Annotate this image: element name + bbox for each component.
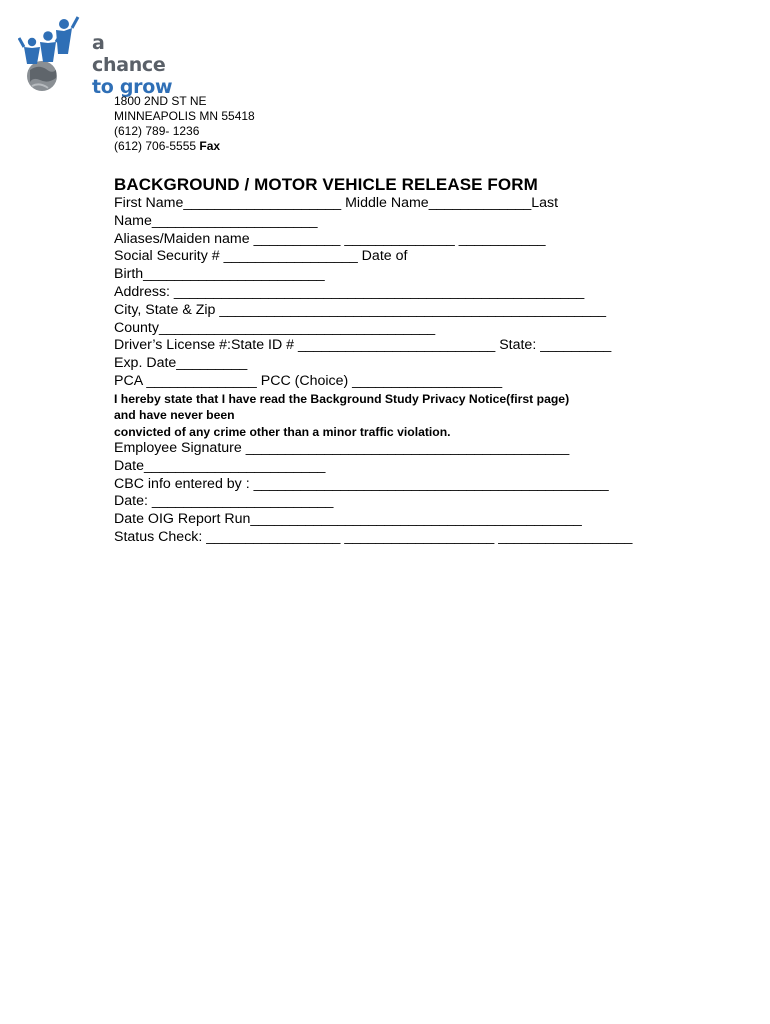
address-block: [114, 94, 255, 154]
name-fields-line[interactable]: First Name____________________ Middle Name_____________Last: [114, 195, 559, 211]
statement-line-3: convicted of any crime other than a minor traffic violation.: [114, 424, 451, 439]
logo: [18, 14, 178, 98]
signature-date-line[interactable]: Date_______________________: [114, 457, 326, 474]
employee-signature-line[interactable]: Employee Signature _________________________________________: [114, 439, 570, 456]
address-street: 1800 2ND ST NE: [114, 94, 207, 108]
logo-text: [92, 32, 178, 98]
status-check-line[interactable]: Status Check: _________________ ___________________ _________________: [114, 528, 633, 545]
last-name-line[interactable]: Name_____________________: [114, 212, 318, 229]
address-fax: [114, 139, 255, 154]
statement-line-2: and have never been: [114, 408, 235, 423]
address-line[interactable]: Address: ____________________________________________________: [114, 283, 585, 300]
pca-pcc-line[interactable]: PCA ______________ PCC (Choice) ___________________: [114, 372, 503, 389]
statement-line-1: I hereby state that I have read the Background Study Privacy Notice(first page): [114, 391, 570, 406]
ssn-line[interactable]: Social Security # _________________ Date of: [114, 248, 408, 265]
fax-label: Fax: [199, 139, 221, 153]
oig-report-line[interactable]: Date OIG Report Run__________________________________________: [114, 511, 582, 528]
form-title: BACKGROUND / MOTOR VEHICLE RELEASE FORM: [114, 175, 538, 194]
county-line[interactable]: County___________________________________: [114, 319, 436, 336]
city-state-zip-line[interactable]: City, State & Zip _________________________________________________: [114, 301, 607, 318]
release-form: [114, 195, 674, 547]
birth-line[interactable]: Birth_______________________: [114, 266, 325, 283]
address-city: MINNEAPOLIS MN 55418: [114, 109, 255, 123]
logo-line-1: a chance: [92, 32, 166, 76]
fax-number: (612) 706-5555: [114, 139, 197, 153]
address-phone: (612) 789- 1236: [114, 124, 200, 138]
exp-date-line[interactable]: Exp. Date_________: [114, 355, 248, 372]
cbc-date-line[interactable]: Date: _______________________: [114, 493, 334, 510]
aliases-line[interactable]: Aliases/Maiden name ___________ ______________ ___________: [114, 230, 546, 247]
people-globe-icon: [18, 14, 88, 92]
logo-line-2: to grow: [92, 76, 173, 98]
license-line[interactable]: Driver’s License #:State ID # _________________________ State: _________: [114, 337, 612, 354]
cbc-entered-line[interactable]: CBC info entered by : _____________________________________________: [114, 475, 609, 492]
